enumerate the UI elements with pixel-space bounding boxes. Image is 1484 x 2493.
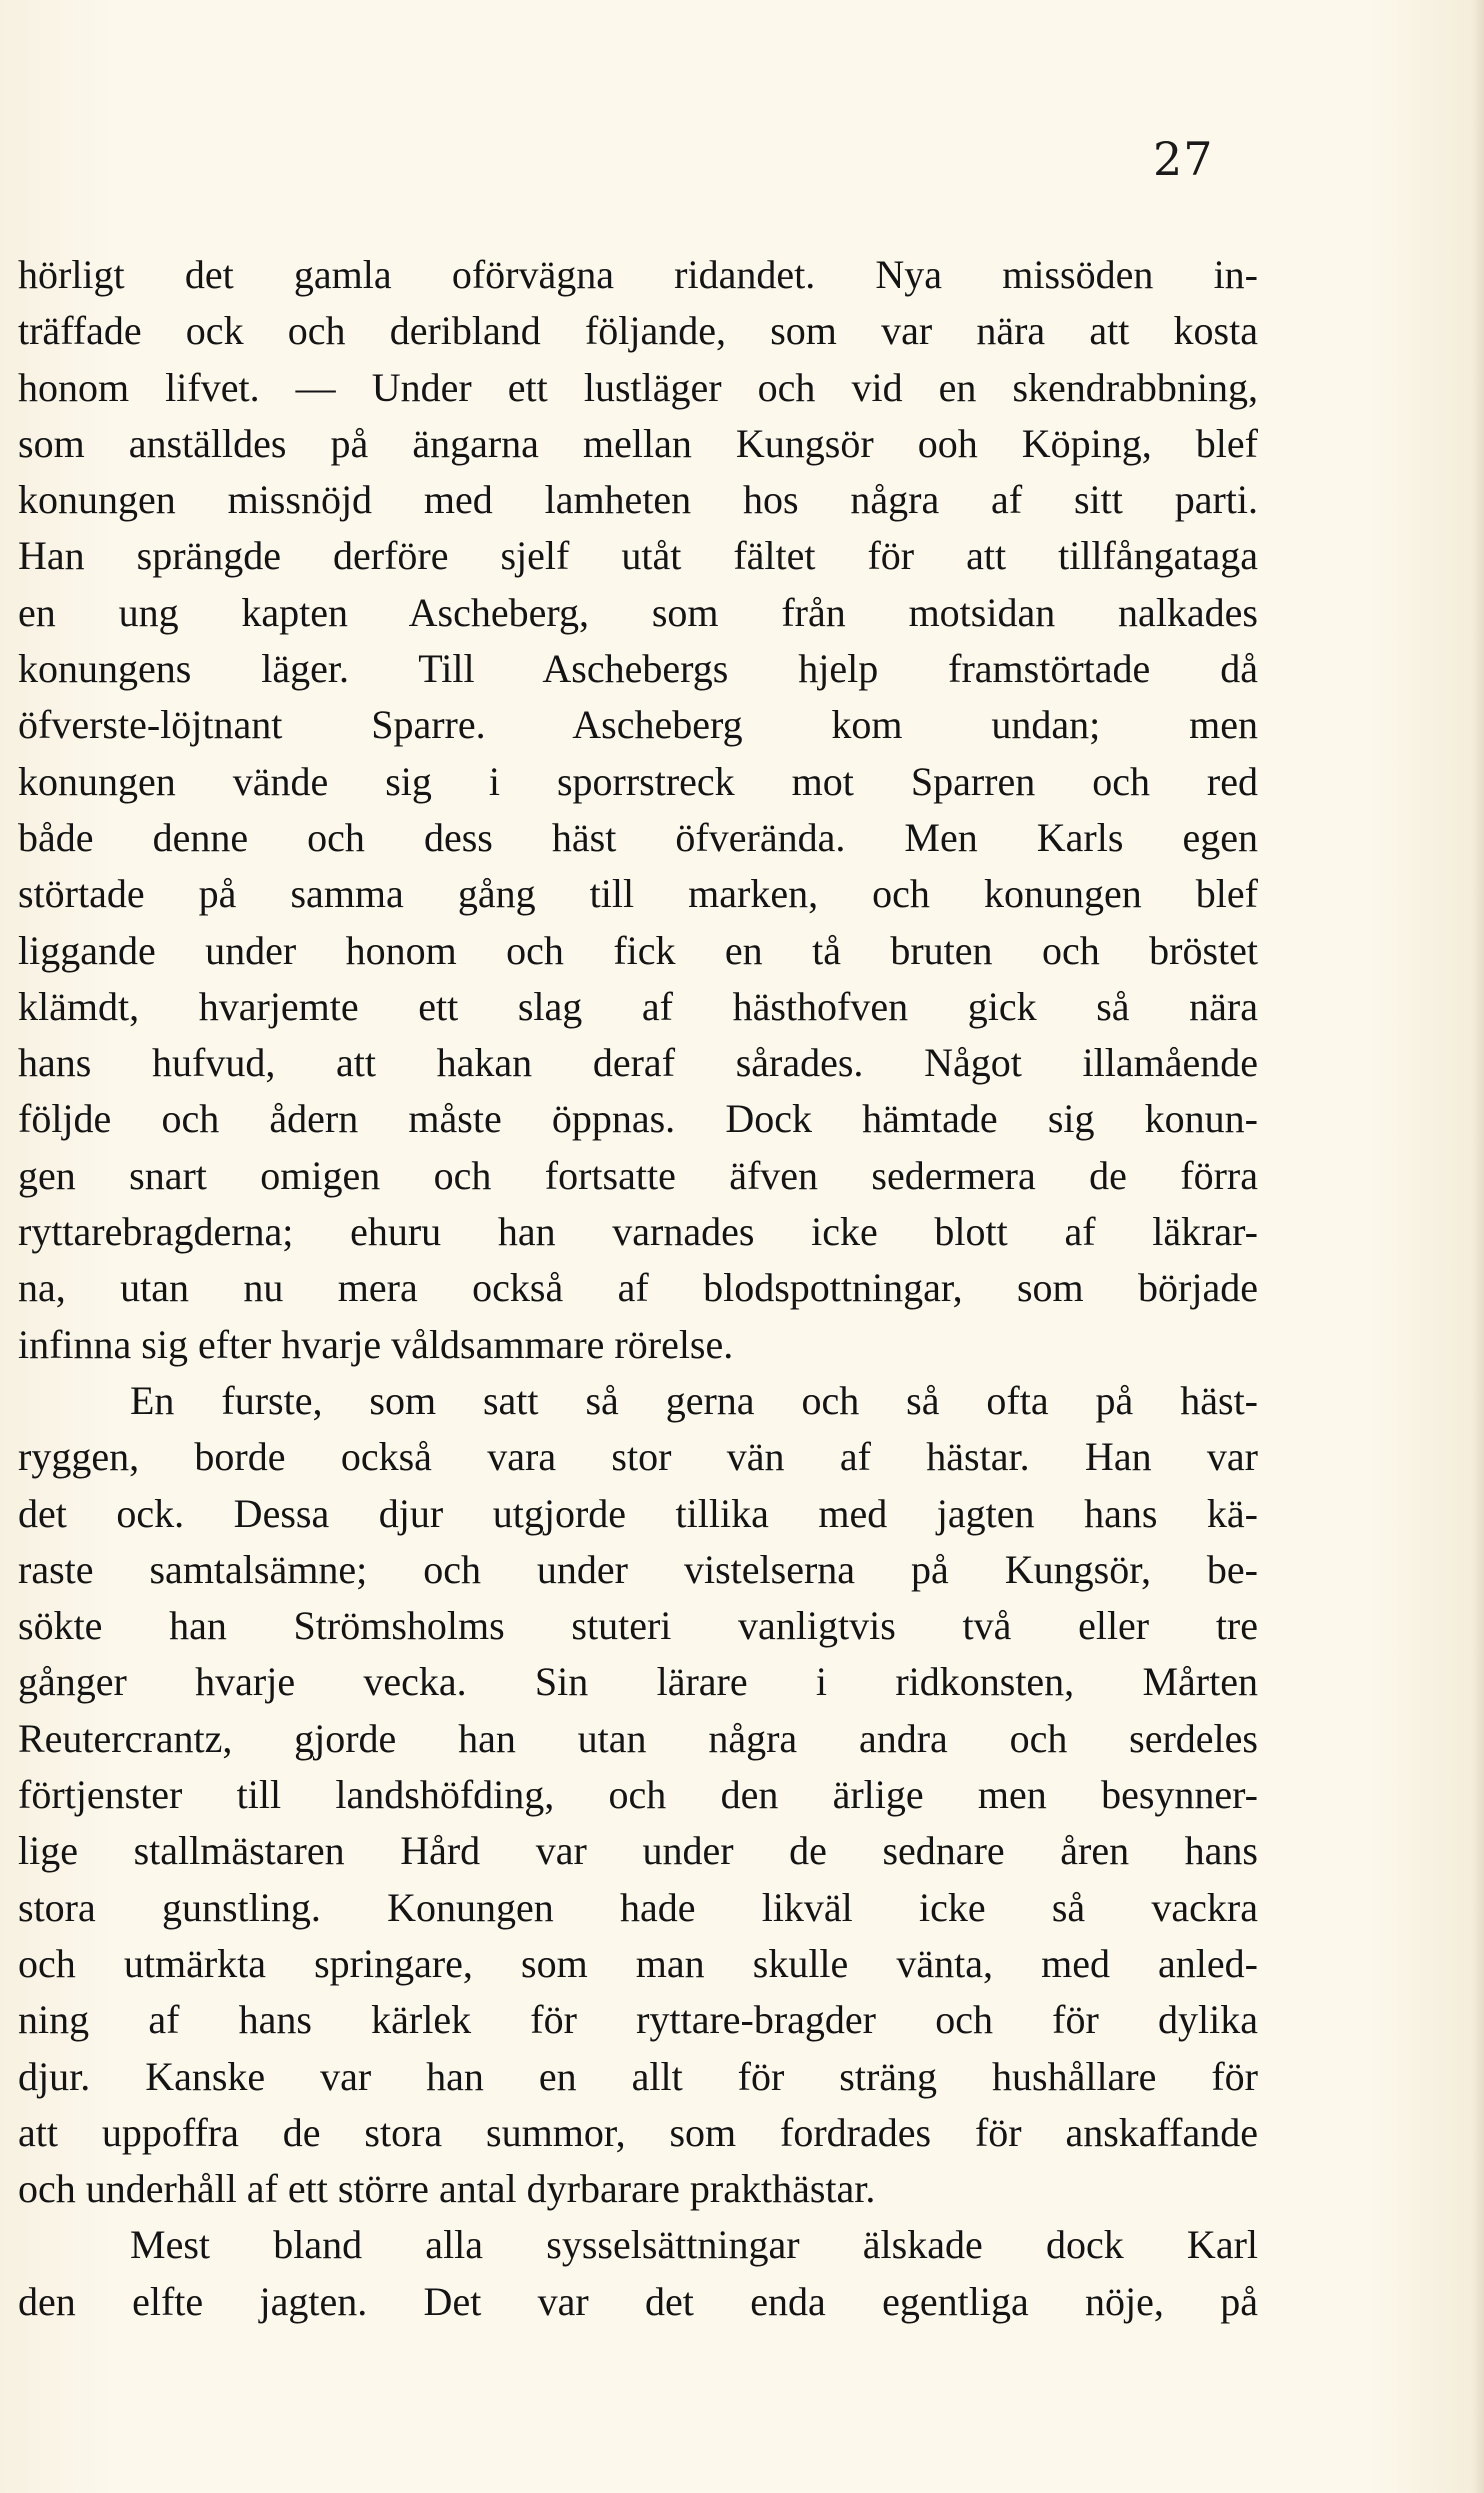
text-line: liggande under honom och fick en tå bruten och bröstet — [18, 927, 1258, 973]
text-line: hans hufvud, att hakan deraf sårades. Något illamående — [18, 1040, 1258, 1086]
text-line: konungens läger. Till Aschebergs hjelp framstörtade då — [18, 646, 1258, 692]
text-line: konungen missnöjd med lamheten hos några af sitt parti. — [18, 477, 1258, 523]
text-line: ryggen, borde också vara stor vän af hästar. Han var — [18, 1434, 1258, 1480]
text-line: konungen vände sig i sporrstreck mot Sparren och red — [18, 758, 1258, 804]
body-text — [18, 247, 1258, 2330]
text-line-paragraph-end: och underhåll af ett större antal dyrbarare prakthästar. — [18, 2166, 876, 2212]
text-line: klämdt, hvarjemte ett slag af hästhofven gick så nära — [18, 983, 1258, 1029]
text-line: na, utan nu mera också af blodspottningar, som började — [18, 1265, 1258, 1311]
text-line: stora gunstling. Konungen hade likväl icke så vackra — [18, 1884, 1258, 1930]
text-line: raste samtalsämne; och under vistelserna på Kungsör, be- — [18, 1546, 1258, 1592]
text-line: att uppoffra de stora summor, som fordrades för anskaffande — [18, 2109, 1258, 2155]
text-line: sökte han Strömsholms stuteri vanligtvis två eller tre — [18, 1603, 1258, 1649]
text-line: följde och ådern måste öppnas. Dock hämtade sig konun- — [18, 1096, 1258, 1142]
text-line: gen snart omigen och fortsatte äfven sedermera de förra — [18, 1152, 1258, 1198]
text-line: ryttarebragderna; ehuru han varnades icke blott af läkrar- — [18, 1209, 1258, 1255]
text-line: Han sprängde derföre sjelf utåt fältet för att tillfångataga — [18, 533, 1258, 579]
text-line: hörligt det gamla oförvägna ridandet. Nya missöden in- — [18, 252, 1258, 297]
text-line-paragraph-start: En furste, som satt så gerna och så ofta på häst- — [130, 1377, 1258, 1423]
text-line: störtade på samma gång till marken, och konungen blef — [18, 871, 1258, 917]
text-line: förtjenster till landshöfding, och den ärlige men besynner- — [18, 1772, 1258, 1818]
text-line: både denne och dess häst öfverända. Men Karls egen — [18, 814, 1258, 860]
text-line: lige stallmästaren Hård var under de sednare åren hans — [18, 1828, 1258, 1874]
text-line: den elfte jagten. Det var det enda egentliga nöje, på — [18, 2278, 1258, 2324]
text-line-paragraph-start: Mest bland alla sysselsättningar älskade dock Karl — [130, 2222, 1258, 2268]
text-line: djur. Kanske var han en allt för sträng hushållare för — [18, 2053, 1258, 2099]
text-line: träffade ock och deribland följande, som var nära att kosta — [18, 308, 1258, 354]
text-line: honom lifvet. — Under ett lustläger och vid en skendrabbning, — [18, 364, 1258, 410]
text-line: en ung kapten Ascheberg, som från motsidan nalkades — [18, 589, 1258, 635]
text-line: det ock. Dessa djur utgjorde tillika med jagten hans kä- — [18, 1490, 1258, 1536]
page-edge-shadow — [1472, 0, 1484, 2493]
text-line-paragraph-end: infinna sig efter hvarje våldsammare rörelse. — [18, 1321, 734, 1367]
text-line: öfverste-löjtnant Sparre. Ascheberg kom undan; men — [18, 702, 1258, 748]
text-line: som anställdes på ängarna mellan Kungsör ooh Köping, blef — [18, 420, 1258, 466]
text-line: och utmärkta springare, som man skulle vänta, med anled- — [18, 1940, 1258, 1986]
text-line: gånger hvarje vecka. Sin lärare i ridkonsten, Mårten — [18, 1659, 1258, 1705]
text-line: Reutercrantz, gjorde han utan några andra och serdeles — [18, 1715, 1258, 1761]
text-line: ning af hans kärlek för ryttare-bragder och för dylika — [18, 1997, 1258, 2043]
page-number: 27 — [1153, 132, 1214, 186]
